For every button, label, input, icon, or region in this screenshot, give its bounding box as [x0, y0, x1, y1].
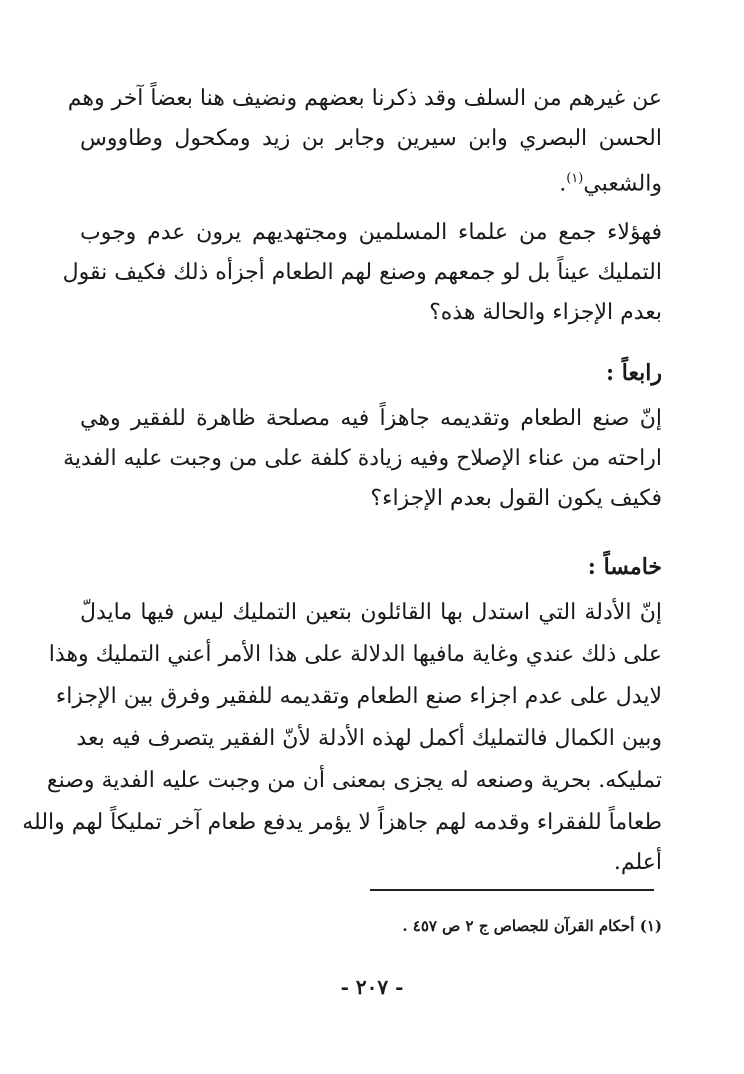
text-line: تمليكه. بحرية وصنعه له يجزى بمعنى أن من وجبت عليه الفدية وصنع — [46, 768, 662, 793]
text-line: التمليك عيناً بل لو جمعهم وصنع لهم الطعام أجزأه ذلك فكيف نقول — [62, 260, 662, 285]
footnote — [402, 915, 662, 937]
section-heading: رابعاً : — [606, 360, 662, 386]
text-line: الحسن البصري وابن سيرين وجابر بن زيد ومكحول وطاووس — [80, 126, 662, 151]
text-line: على ذلك عندي وغاية مافيها الدلالة على هذا الأمر أعني التمليك وهذا — [48, 642, 662, 667]
text-line: طعاماً للفقراء وقدمه لهم جاهزاً لا يؤمر يدفع طعام آخر تمليكاً لهم والله — [22, 810, 662, 835]
text-line: إنّ الأدلة التي استدل بها القائلون بتعين التمليك ليس فيها مايدلّ — [80, 600, 662, 625]
text-fragment: . — [559, 171, 567, 197]
text-line: فكيف يكون القول بعدم الإجزاء؟ — [370, 486, 662, 511]
text-line: أعلم. — [613, 850, 662, 875]
text-line: لايدل على عدم اجزاء صنع الطعام وتقديمه للفقير وفرق بين الإجزاء — [55, 684, 662, 709]
page-number: - ٢٠٧ - — [340, 975, 404, 999]
text-line: اراحته من عناء الإصلاح وفيه زيادة كلفة على من وجبت عليه الفدية — [63, 446, 662, 471]
text-line: فهؤلاء جمع من علماء المسلمين ومجتهديهم يرون عدم وجوب — [80, 220, 662, 245]
footnote-ref: (١) — [566, 171, 584, 186]
footnote-marker: (١) — [639, 917, 662, 935]
text-line: عن غيرهم من السلف وقد ذكرنا بعضهم ونضيف هنا بعضاً آخر وهم — [67, 86, 662, 111]
text-line: بعدم الإجزاء والحالة هذه؟ — [429, 300, 662, 325]
text-line: وبين الكمال فالتمليك أكمل لهذه الأدلة لأنّ الفقير يتصرف فيه بعد — [76, 726, 662, 751]
footnote-divider — [370, 889, 654, 891]
text-line: إنّ صنع الطعام وتقديمه جاهزاً فيه مصلحة ظاهرة للفقير وهي — [80, 406, 663, 431]
footnote-text: أحكام القرآن للجصاص ج ٢ ص ٤٥٧ . — [402, 917, 635, 935]
section-heading: خامساً : — [587, 554, 662, 580]
text-fragment: والشعبي — [583, 171, 662, 197]
text-line — [80, 164, 662, 199]
